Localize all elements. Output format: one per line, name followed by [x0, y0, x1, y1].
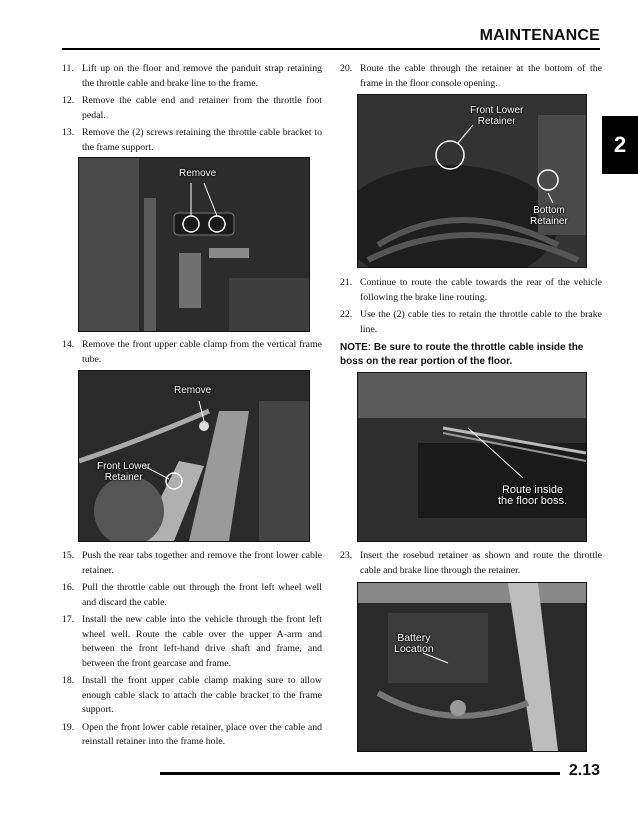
step-15: 15. Push the rear tabs together and remove the front lower cable retainer. — [62, 550, 322, 576]
step-11: 11. Lift up on the floor and remove the panduit strap retaining the throttle cable and brake line to the frame. — [62, 63, 322, 89]
photo-front-cable-clamp-image — [79, 371, 309, 541]
step-21: 21. Continue to route the cable towards the rear of the vehicle following the brake line routing. — [340, 277, 602, 303]
step-17: 17. Install the new cable into the vehicle through the front left wheel well. Route the cable over the upper A-arm and between the front left-hand drive shaft and frame, and between the front gearcase and frame. — [62, 614, 322, 669]
callout-front-lower-retainer: Front Lower Retainer — [97, 461, 151, 483]
step-22: 22. Use the (2) cable ties to retain the throttle cable to the brake line. — [340, 309, 602, 335]
step-20: 20. Route the cable through the retainer at the bottom of the frame in the floor console opening. — [340, 63, 602, 89]
step-23: 23. Insert the rosebud retainer as shown and route the throttle cable and brake line through the retainer. — [340, 550, 602, 576]
note-route-cable: NOTE: Be sure to route the throttle cable inside the boss on the rear portion of the floor. — [340, 342, 584, 367]
step-12: 12. Remove the cable end and retainer from the throttle foot pedal. — [62, 95, 322, 121]
step-18: 18. Install the front upper cable clamp making sure to allow enough cable slack to attach the cable bracket to the frame support. — [62, 675, 322, 715]
photo-rosebud-retainer-image — [358, 583, 586, 751]
step-16: 16. Pull the throttle cable out through the front left wheel well and discard the cable. — [62, 582, 322, 608]
page-number: 2.13 — [568, 762, 600, 779]
callout-front-lower-retainer-2: Front Lower Retainer — [470, 105, 524, 127]
right-steps-b — [340, 276, 602, 369]
photo-floor-boss-routing — [357, 372, 587, 542]
photo-rosebud-retainer — [357, 582, 587, 752]
callout-route-inside-boss: Route inside the floor boss. — [498, 484, 568, 507]
left-steps-a — [62, 62, 322, 155]
step-19: 19. Open the front lower cable retainer, place over the cable and reinstall retainer into the frame hole. — [62, 721, 322, 747]
right-steps-a — [340, 62, 602, 91]
right-steps-c — [340, 549, 602, 578]
callout-remove: Remove — [179, 168, 217, 179]
step-13: 13. Remove the (2) screws retaining the throttle cable bracket to the frame support. — [62, 127, 322, 153]
photo-floor-boss-routing-image — [358, 373, 586, 541]
left-steps-c — [62, 549, 322, 750]
step-14: 14. Remove the front upper cable clamp from the vertical frame tube. — [62, 339, 322, 365]
header-rule — [62, 48, 600, 50]
callout-remove-clamp: Remove — [174, 385, 212, 396]
callout-battery-location: Battery Location — [394, 632, 434, 655]
photo-floor-console-retainers — [357, 94, 587, 268]
callout-bottom-retainer: Bottom Retainer — [530, 205, 568, 227]
photo-front-cable-clamp — [78, 370, 310, 542]
photo-throttle-bracket-image — [79, 158, 309, 331]
footer-rule — [160, 772, 560, 775]
photo-throttle-bracket — [78, 157, 310, 332]
section-tab: 2 — [602, 116, 638, 174]
left-steps-b — [62, 338, 322, 367]
page-header-title: MAINTENANCE — [479, 27, 600, 44]
